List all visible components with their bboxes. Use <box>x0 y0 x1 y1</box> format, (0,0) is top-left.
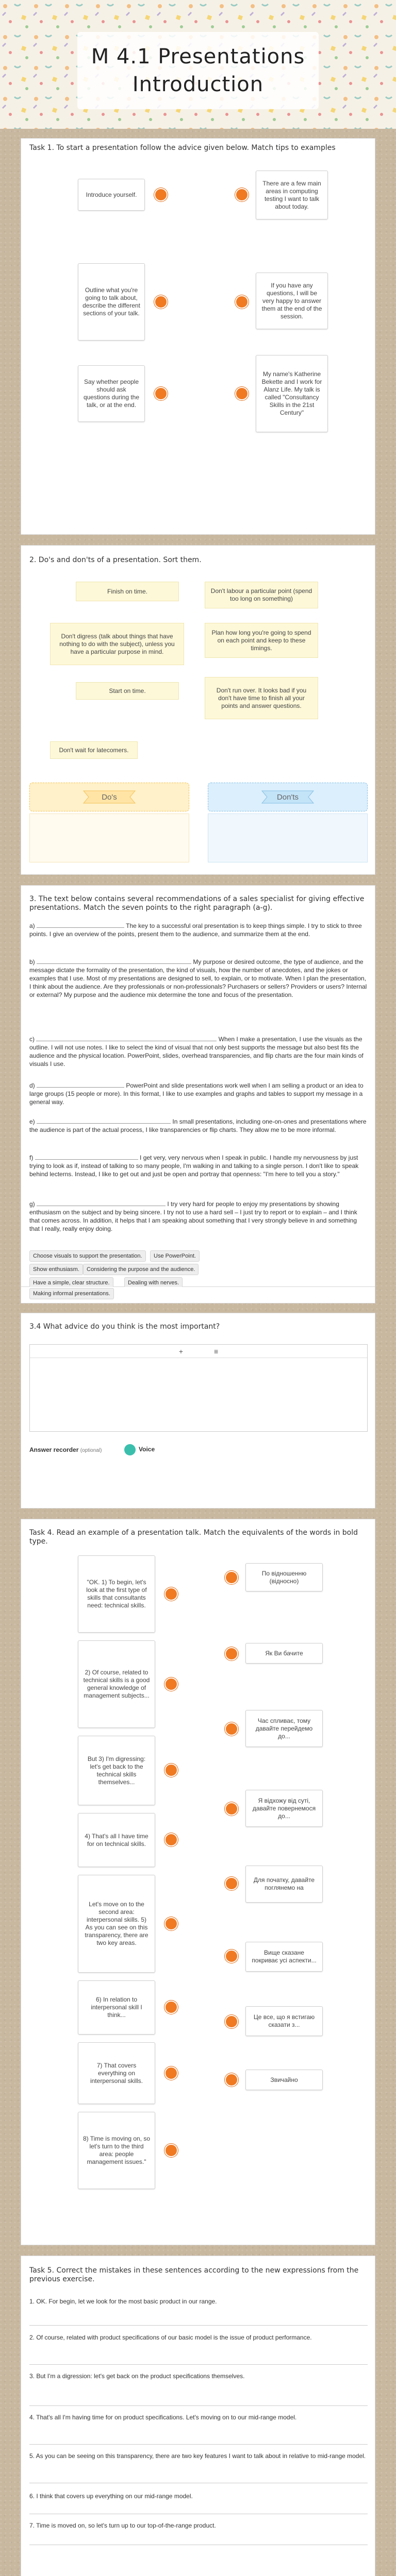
task5-answer-4[interactable] <box>29 2444 368 2445</box>
title-box <box>77 32 319 109</box>
chip-use-powerpoint[interactable]: Use PowerPoint. <box>150 1250 200 1262</box>
format-icon[interactable]: ≡ <box>214 1347 219 1355</box>
paragraph-f-blank[interactable] <box>35 1154 138 1160</box>
paragraph-c-blank[interactable] <box>36 1035 217 1041</box>
chip-simple-structure[interactable]: Have a simple, clear structure. <box>29 1277 113 1289</box>
paragraph-text: When I make a presentation, I use the visuals as the outline. I will not use notes. I like to select the kind of visual that not only best supports the message but also best fits the audience and the physical location. PowerPoint, slides, overhead transparencies, and flip charts are the four main kinds of visuals I use. <box>29 1036 364 1067</box>
task4-left-3-connector[interactable] <box>164 1764 178 1777</box>
task5-sheet <box>21 2256 375 2576</box>
task1-left-3[interactable]: Say whether people should ask questions during the talk, or at the end. <box>78 365 145 422</box>
editor-toolbar <box>30 1345 367 1358</box>
task5-item-1: 1. OK. For begin, let we look for the most basic product in our range. <box>29 2298 217 2305</box>
recorder-optional: (optional) <box>80 1448 102 1453</box>
task4-left-7-connector[interactable] <box>164 2066 178 2080</box>
task4-left-2[interactable]: 2) Of course, related to technical skills is a good general knowledge of management subjects... <box>78 1640 155 1728</box>
recorder-label <box>29 1446 102 1453</box>
task1-right-3[interactable]: My name's Katherine Bekette and I work for Alanz Life. My talk is called "Consultancy Skills in the 21st Century" <box>256 355 328 432</box>
paragraph-label: a) <box>29 922 35 929</box>
task5-answer-1[interactable] <box>29 2325 368 2326</box>
task1-right-3-connector[interactable] <box>235 387 249 400</box>
task1-title: Task 1. To start a presentation follow the advice given below. Match tips to examples <box>29 144 336 152</box>
task3-sheet-tail <box>21 1287 375 1303</box>
paragraph-b <box>29 958 368 999</box>
task3-sheet <box>21 885 375 1287</box>
title-line-1: M 4.1 Presentations <box>91 45 305 69</box>
paragraph-label: g) <box>29 1200 35 1208</box>
task4-left-4[interactable]: 4) That's all I have time for on technical skills. <box>78 1813 155 1867</box>
sort-card-7[interactable]: Don't wait for latecomers. <box>50 741 138 759</box>
task2-sheet <box>21 545 375 875</box>
task4-right-5-connector[interactable] <box>225 1877 238 1890</box>
task4-right-2[interactable]: Як Ви бачите <box>245 1643 323 1664</box>
task4-right-1[interactable]: По відношенню (відносно) <box>245 1563 323 1591</box>
task1-left-1-connector[interactable] <box>154 188 168 201</box>
task4-right-4[interactable]: Я відхожу від суті, давайте повернемося до... <box>245 1790 323 1827</box>
task4-left-6-connector[interactable] <box>164 2001 178 2014</box>
category-donts[interactable] <box>208 783 368 811</box>
task4-left-1[interactable]: "OK. 1) To begin, let's look at the first type of skills that consultants need: technical skills. <box>78 1555 155 1633</box>
task1-right-2-connector[interactable] <box>235 295 249 309</box>
chip-informal-presentations[interactable]: Making informal presentations. <box>29 1288 114 1299</box>
chip-choose-visuals[interactable]: Choose visuals to support the presentation. <box>29 1250 146 1262</box>
paragraph-e-blank[interactable] <box>37 1117 171 1124</box>
q34-sheet <box>21 1313 375 1509</box>
task5-item-4: 4. That's all I'm having time for on product specifications. Let's moving on to our mid-range model. <box>29 2414 297 2421</box>
sort-card-3[interactable]: Don't digress (talk about things that have nothing to do with the subject), unless you have a particular purpose in mind. <box>50 623 184 665</box>
q34-title: 3.4 What advice do you think is the most important? <box>29 1323 220 1331</box>
page-header <box>0 0 396 129</box>
sort-card-area <box>29 577 368 772</box>
dos-dropzone[interactable] <box>29 814 189 862</box>
voice-label: Voice <box>139 1446 155 1453</box>
task1-right-2[interactable]: If you have any questions, I will be very happy to answer them at the end of the session. <box>256 273 328 329</box>
task4-left-7[interactable]: 7) That covers everything on interpersonal skills. <box>78 2042 155 2104</box>
paragraph-a <box>29 922 368 938</box>
paragraph-text: I get very, very nervous when I speak in public. I handle my nervousness by just trying to look as if, instead of talking to so many people, I'm walking in and talking to a single person. I don't like to speak behind lecterns. Instead, I like to get out and just be open and portray that openness: "I'm here to tell you a story." <box>29 1154 359 1178</box>
paragraph-text: My purpose or desired outcome, the type of audience, and the message dictate the formality of the presentation, the kind of visuals, how the number of anecdotes, and the jokes or examples that I use. Most of my presentations are designed to sell, to explain, or to motivate. When I plan the presentation, I think about the audience. Are they professionals or non-professionals? Purchasers or sellers? Providers or users? Internal or external? My purpose and the audience mix determine the tone and focus of the presentation. <box>29 958 367 998</box>
task1-right-1[interactable]: There are a few main areas in computing testing I want to talk about today. <box>256 171 328 219</box>
sort-card-4[interactable]: Plan how long you're going to spend on each point and keep to these timings. <box>205 623 318 658</box>
paragraph-label: b) <box>29 958 35 965</box>
task4-right-8-connector[interactable] <box>225 2073 238 2087</box>
task4-sheet <box>21 1519 375 2245</box>
task4-right-6[interactable]: Вище сказане покриває усі аспекти... <box>245 1942 323 1972</box>
task4-left-8[interactable]: 8) Time is moving on, so let's turn to the third area: people management issues." <box>78 2112 155 2189</box>
chip-show-enthusiasm[interactable]: Show enthusiasm. <box>29 1264 83 1275</box>
paragraph-g-blank[interactable] <box>37 1200 166 1206</box>
add-icon[interactable]: + <box>178 1347 183 1355</box>
task1-left-2-connector[interactable] <box>154 295 168 309</box>
task1-sheet <box>21 138 375 535</box>
task4-right-1-connector[interactable] <box>225 1571 238 1584</box>
task4-left-4-connector[interactable] <box>164 1833 178 1846</box>
paragraph-label: d) <box>29 1082 35 1089</box>
page-title <box>91 43 305 98</box>
answer-editor[interactable] <box>29 1344 368 1432</box>
paragraph-text: I try very hard for people to enjoy my presentations by showing enthusiasm on the subject and by being sincere. I try not to use a hard sell – I just try to report or to explain – and I think that comes across. In addition, it helps that I am speaking about something that I very strongly believe in and something that I really, really enjoy doing. <box>29 1200 357 1232</box>
sort-card-1[interactable]: Finish on time. <box>76 582 179 601</box>
category-donts-label: Don'ts <box>276 792 299 802</box>
chip-dealing-nerves[interactable]: Dealing with nerves. <box>124 1277 183 1289</box>
paragraph-a-blank[interactable] <box>37 922 124 928</box>
task4-left-5-connector[interactable] <box>164 1917 178 1930</box>
task5-answer-2[interactable] <box>29 2364 368 2365</box>
paragraph-d-blank[interactable] <box>37 1081 124 1088</box>
task4-right-7-connector[interactable] <box>225 2015 238 2028</box>
paragraph-b-blank[interactable] <box>37 958 191 964</box>
paragraph-g <box>29 1200 368 1233</box>
paragraph-e <box>29 1117 368 1134</box>
paragraph-f <box>29 1154 368 1178</box>
sort-card-2[interactable]: Don't labour a particular point (spend too long on something) <box>205 582 318 608</box>
donts-dropzone[interactable] <box>208 814 368 862</box>
task5-item-2: 2. Of course, related with product specifications of our basic model is the issue of product performance. <box>29 2334 312 2341</box>
task4-right-4-connector[interactable] <box>225 1802 238 1816</box>
category-dos-label: Do's <box>102 792 117 802</box>
sort-card-5[interactable]: Start on time. <box>76 682 179 700</box>
task5-item-7: 7. Time is moved on, so let's turn up to our top-of-the-range product. <box>29 2522 216 2529</box>
task4-right-6-connector[interactable] <box>225 1950 238 1963</box>
paragraph-label: e) <box>29 1118 35 1125</box>
task4-right-2-connector[interactable] <box>225 1647 238 1660</box>
task5-item-5: 5. As you can be seeing on this transparency, there are two key features I want to talk about in relative to mid-range model. <box>29 2452 366 2460</box>
paragraph-label: c) <box>29 1036 35 1043</box>
task4-left-6[interactable]: 6) In relation to interpersonal skill I think... <box>78 1980 155 2035</box>
task5-answer-3[interactable] <box>29 2405 368 2406</box>
paragraph-text: The key to a successful oral presentation is to keep things simple. I try to stick to three points. I give an overview of the points, present them to the audience, and summarize them at the end. <box>29 922 362 938</box>
task4-right-8[interactable]: Звичайно <box>245 2070 323 2090</box>
task4-right-7[interactable]: Це все, що я встигаю сказати з... <box>245 2006 323 2036</box>
task4-title: Task 4. Read an example of a presentation talk. Match the equivalents of the words in bold type. <box>29 1529 358 1546</box>
task1-right-1-connector[interactable] <box>235 188 249 201</box>
task4-left-2-connector[interactable] <box>164 1677 178 1691</box>
task1-left-3-connector[interactable] <box>154 387 168 400</box>
voice-record-button[interactable] <box>124 1444 136 1455</box>
recorder-label-text: Answer recorder <box>29 1446 79 1453</box>
chip-purpose-audience[interactable]: Considering the purpose and the audience. <box>83 1264 199 1275</box>
task4-left-1-connector[interactable] <box>164 1587 178 1601</box>
task5-title: Task 5. Correct the mistakes in these sentences according to the new expressions from the previous exercise. <box>29 2266 359 2283</box>
task4-left-8-connector[interactable] <box>164 2144 178 2157</box>
sort-card-6[interactable]: Don't run over. It looks bad if you don't have time to finish all your points and answer questions. <box>205 677 318 719</box>
paragraph-c <box>29 1035 368 1068</box>
paragraph-text: PowerPoint and slide presentations work well when I am selling a product or an idea to large groups (15 people or more). In this format, I like to use examples and graphs and tables to support my message in a general way. <box>29 1082 364 1106</box>
task4-left-3[interactable]: But 3) I'm digressing: let's get back to the technical skills themselves... <box>78 1736 155 1805</box>
task4-right-3-connector[interactable] <box>225 1722 238 1736</box>
task4-right-5[interactable]: Для початку, давайте поглянемо на <box>245 1866 323 1903</box>
answer-textarea[interactable] <box>30 1358 367 1368</box>
task4-left-5[interactable]: Let's move on to the second area: interpersonal skills. 5) As you can see on this transparency, there are two key areas. <box>78 1875 155 1973</box>
paragraph-label: f) <box>29 1154 34 1161</box>
task5-item-6: 6. I think that covers up everything on our mid-range model. <box>29 2493 193 2500</box>
task1-left-1[interactable]: Introduce yourself. <box>78 179 145 211</box>
title-line-2: Introduction <box>132 73 264 96</box>
category-dos[interactable] <box>29 783 189 811</box>
paragraph-text: In small presentations, including one-on-ones and presentations where the audience is part of the actual process, I like transparencies or flip charts. They allow me to be more informal. <box>29 1118 367 1133</box>
task2-title: 2. Do's and don'ts of a presentation. Sort them. <box>29 556 202 564</box>
task1-left-2[interactable]: Outline what you're going to talk about, describe the different sections of your talk. <box>78 263 145 341</box>
paragraph-d <box>29 1081 368 1106</box>
task3-title: 3. The text below contains several recommendations of a sales specialist for giving effective presentations. Match the seven points to the right paragraph (a-g). <box>29 895 365 912</box>
task4-right-3[interactable]: Час спливає, тому давайте перейдемо до... <box>245 1710 323 1747</box>
task5-item-3: 3. But I'm a digression: let's get back on the product specifications themselves. <box>29 2372 245 2380</box>
